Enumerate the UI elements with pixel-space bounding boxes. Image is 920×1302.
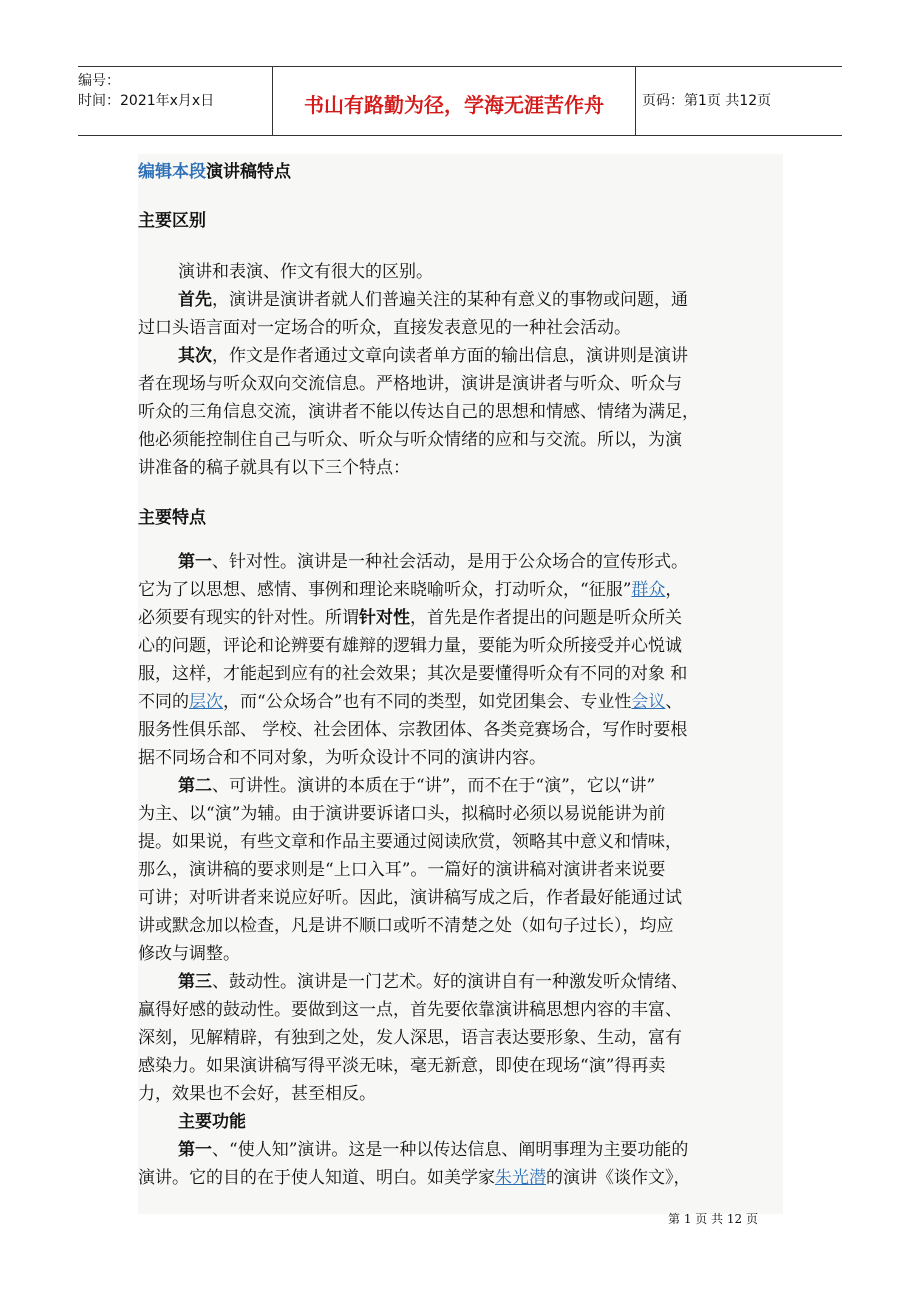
paragraph-line: 演讲。它的目的在于使人知道、明白。如美学家朱光潜的演讲《谈作文》， bbox=[138, 1168, 691, 1188]
date-text: 时间：2021年x月x日 bbox=[78, 93, 215, 109]
paragraph-line: 其次，作文是作者通过文章向读者单方面的输出信息，演讲则是演讲 bbox=[178, 346, 688, 366]
paragraph-line: 心的问题，评论和论辨要有雄辩的逻辑力量，要能为听众所接受并心悦诚 bbox=[138, 636, 682, 656]
paragraph-line: 服务性俱乐部、 学校、社会团体、宗教团体、各类竞赛场合，写作时要根 bbox=[138, 720, 688, 740]
header-slogan-cell bbox=[272, 67, 636, 135]
document-body bbox=[138, 154, 783, 1214]
paragraph-line: 第二、可讲性。演讲的本质在于“讲”，而不在于“演”，它以“讲” bbox=[178, 776, 656, 796]
paragraph-line: 赢得好感的鼓动性。要做到这一点，首先要依靠演讲稿思想内容的丰富、 bbox=[138, 1000, 682, 1020]
paragraph-line: 者在现场与听众双向交流信息。严格地讲，演讲是演讲者与听众、听众与 bbox=[138, 374, 682, 394]
heading-main-features: 主要特点 bbox=[138, 508, 206, 528]
heading-main-difference: 主要区别 bbox=[138, 211, 206, 231]
paragraph-line: 第三、鼓动性。演讲是一门艺术。好的演讲自有一种激发听众情绪、 bbox=[178, 972, 688, 992]
paragraph-line: 提。如果说，有些文章和作品主要通过阅读欣赏，领略其中意义和情味， bbox=[138, 832, 682, 852]
paragraph-line: 据不同场合和不同对象，为听众设计不同的演讲内容。 bbox=[138, 748, 546, 768]
paragraph-line: 必须要有现实的针对性。所谓针对性，首先是作者提出的问题是听众所关 bbox=[138, 608, 682, 628]
paragraph-line: 他必须能控制住自己与听众、听众与听众情绪的应和与交流。所以，为演 bbox=[138, 430, 682, 450]
section-title: 演讲稿特点 bbox=[206, 162, 291, 182]
paragraph-line: 可讲；对听讲者来说应好听。因此，演讲稿写成之后，作者最好能通过试 bbox=[138, 888, 682, 908]
page-header bbox=[78, 66, 842, 136]
header-meta bbox=[78, 67, 272, 135]
paragraph-line: 讲准备的稿子就具有以下三个特点： bbox=[138, 458, 410, 478]
paragraph-line: 不同的层次，而“公众场合”也有不同的类型，如党团集会、专业性会议、 bbox=[138, 692, 683, 712]
link-levels[interactable]: 层次 bbox=[189, 692, 223, 712]
section-title-line bbox=[138, 160, 291, 184]
number-label: 编号： bbox=[78, 73, 120, 89]
paragraph-line: 首先，演讲是演讲者就人们普遍关注的某种有意义的事物或问题，通 bbox=[178, 290, 688, 310]
paragraph-line: 听众的三角信息交流，演讲者不能以传达自己的思想和情感、情绪为满足， bbox=[138, 402, 699, 422]
paragraph-line: 那么，演讲稿的要求则是“上口入耳”。一篇好的演讲稿对演讲者来说要 bbox=[138, 860, 666, 880]
paragraph-line: 它为了以思想、感情、事例和理论来晓喻听众，打动听众，“征服”群众， bbox=[138, 580, 683, 600]
link-masses[interactable]: 群众 bbox=[631, 580, 666, 600]
paragraph-line: 讲或默念加以检查，凡是讲不顺口或听不清楚之处（如句子过长），均应 bbox=[138, 916, 674, 936]
paragraph-line: 演讲和表演、作文有很大的区别。 bbox=[178, 262, 433, 282]
link-conference[interactable]: 会议 bbox=[631, 692, 666, 712]
paragraph-line: 感染力。如果演讲稿写得平淡无味，毫无新意，即使在现场“演”得再卖 bbox=[138, 1056, 666, 1076]
paragraph-line: 服，这样，才能起到应有的社会效果；其次是要懂得听众有不同的对象 和 bbox=[138, 664, 688, 684]
paragraph-line: 第一、“使人知”演讲。这是一种以传达信息、阐明事理为主要功能的 bbox=[178, 1140, 689, 1160]
heading-main-functions: 主要功能 bbox=[178, 1112, 246, 1132]
page-footer: 第 1 页 共 12 页 bbox=[668, 1212, 758, 1226]
paragraph-line: 第一、针对性。演讲是一种社会活动，是用于公众场合的宣传形式。 bbox=[178, 552, 688, 572]
slogan: 书山有路勤为径，学海无涯苦作舟 bbox=[304, 93, 604, 117]
paragraph-line: 修改与调整。 bbox=[138, 944, 240, 964]
header-page-number: 页码：第1页 共12页 bbox=[642, 93, 772, 109]
paragraph-line: 深刻，见解精辟，有独到之处，发人深思，语言表达要形象、生动，富有 bbox=[138, 1028, 682, 1048]
paragraph-line: 为主、以“演”为辅。由于演讲要诉诸口头，拟稿时必须以易说能讲为前 bbox=[138, 804, 666, 824]
edit-section-link[interactable]: 编辑本段 bbox=[138, 162, 206, 182]
link-zhu-guangqian[interactable]: 朱光潜 bbox=[495, 1168, 546, 1188]
paragraph-line: 力，效果也不会好，甚至相反。 bbox=[138, 1084, 376, 1104]
paragraph-line: 过口头语言面对一定场合的听众，直接发表意见的一种社会活动。 bbox=[138, 318, 631, 338]
